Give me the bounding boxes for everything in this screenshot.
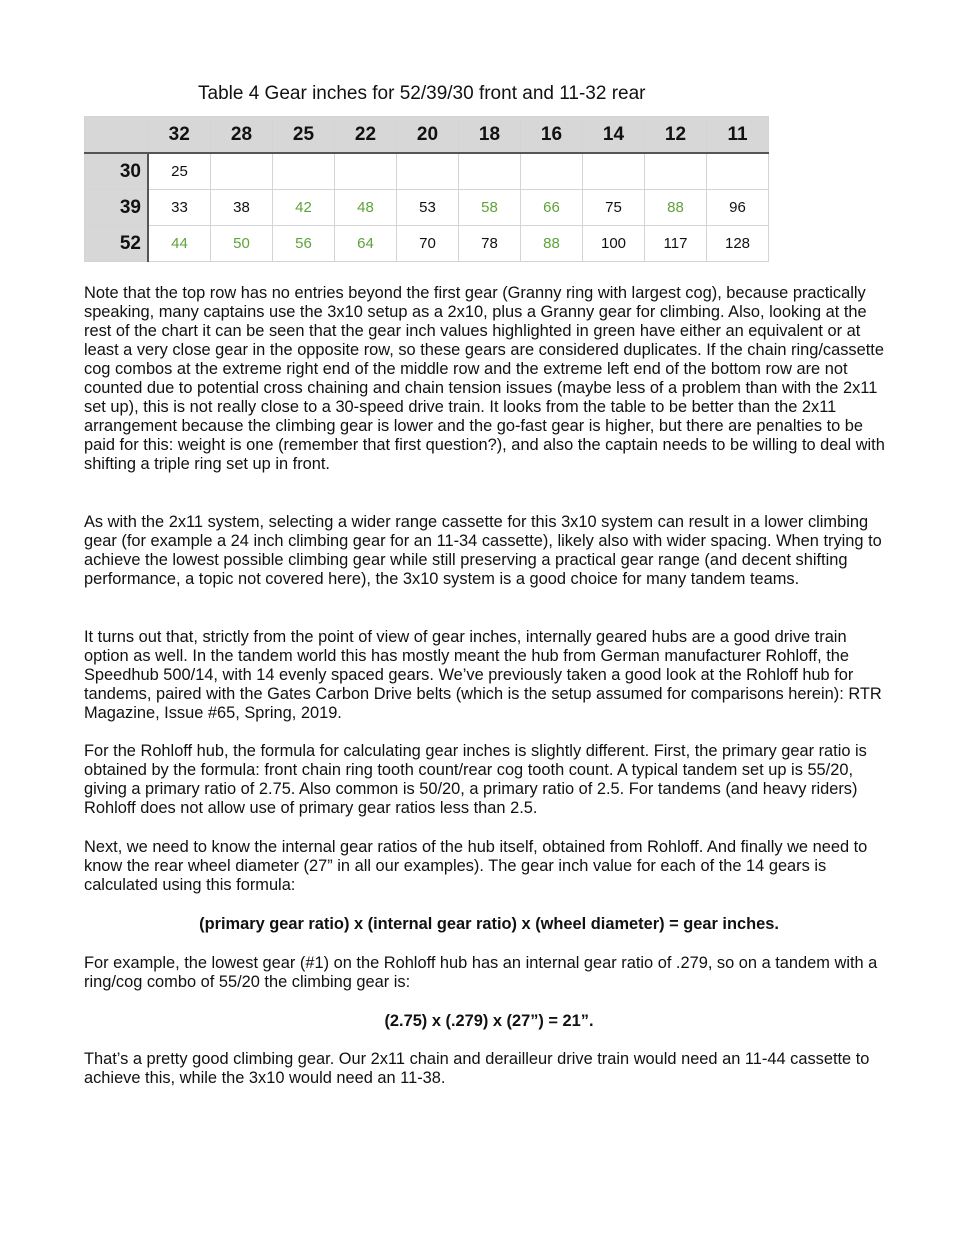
paragraph-gear-ratios: Next, we need to know the internal gear ratios of the hub itself, obtained from Rohloff. And finally we need to know the rear wheel diameter (27” in all our examples). The gear inch value for each of the 14 gears is calculated using this formula: <box>84 838 868 894</box>
gear-inch-cell: 42 <box>273 190 335 226</box>
column-header: 18 <box>459 117 521 154</box>
row-header: 39 <box>85 190 149 226</box>
gear-inch-cell: 53 <box>397 190 459 226</box>
table-header-row <box>85 117 769 154</box>
gear-inch-cell <box>645 153 707 190</box>
gear-inch-cell <box>335 153 397 190</box>
table-row <box>85 153 769 190</box>
gear-inch-cell: 33 <box>148 190 211 226</box>
gear-inch-cell <box>397 153 459 190</box>
column-header: 32 <box>148 117 211 154</box>
column-header: 12 <box>645 117 707 154</box>
column-header: 20 <box>397 117 459 154</box>
column-header: 22 <box>335 117 397 154</box>
paragraph-cross-chaining: Note that the top row has no entries beyond the first gear (Granny ring with largest cog), because practically speaking, many captains use the 3x10 setup as a 2x10, plus a Granny gear for climbing. Also, looking at the rest of the chart it can be seen that the gear inch values highlighted in green have either an equivalent or at least a very close gear in the opposite row, so these gears are considered duplicates. If the chain ring/cassette cog combos at the extreme right end of the middle row and the extreme left end of the bottom row are not counted due to potential cross chaining and chain tension issues (maybe less of a problem than with the 2x11 set up), this is not really close to a 30-speed drive train. It looks from the table to be better than the 2x11 arrangement because the climbing gear is lower and the go-fast gear is higher, but there are penalties to be paid for this: weight is one (remember that first question?), and also the captain needs to be willing to deal with shifting a triple ring set up in front. <box>84 284 885 473</box>
gear-inch-cell: 50 <box>211 226 273 262</box>
gear-inch-cell <box>459 153 521 190</box>
paragraph-wider-cassette: As with the 2x11 system, selecting a wider range cassette for this 3x10 system can result in a lower climbing gear (for example a 24 inch climbing gear for an 11-34 cassette), likely also with wider spacing. When trying to achieve the lowest possible climbing gear while still preserving a practical gear range (and decent shifting performance, a topic not covered here), the 3x10 system is a good choice for many tandem teams. <box>84 513 882 588</box>
gear-inch-cell: 25 <box>148 153 211 190</box>
paragraph-internal-hubs: It turns out that, strictly from the point of view of gear inches, internally geared hubs are a good drive train option as well. In the tandem world this has mostly meant the hub from German manufacturer Rohloff, the Speedhub 500/14, with 14 evenly spaced gears. We’ve previously taken a good look at the Rohloff hub for tandems, paired with the Gates Carbon Drive belts (which is the setup assumed for comparisons herein): RTR Magazine, Issue #65, Spring, 2019. <box>84 628 882 722</box>
column-header: 11 <box>707 117 769 154</box>
gear-inch-cell: 96 <box>707 190 769 226</box>
gear-inch-cell: 88 <box>521 226 583 262</box>
column-header: 14 <box>583 117 645 154</box>
gear-inch-cell: 75 <box>583 190 645 226</box>
gear-inch-cell <box>211 153 273 190</box>
paragraph-conclusion: That’s a pretty good climbing gear. Our 2x11 chain and derailleur drive train would need an 11-44 cassette to achieve this, while the 3x10 would need an 11-38. <box>84 1050 870 1087</box>
gear-inch-cell: 56 <box>273 226 335 262</box>
gear-inch-cell <box>273 153 335 190</box>
gear-inch-cell: 44 <box>148 226 211 262</box>
gear-inch-cell: 88 <box>645 190 707 226</box>
gear-inch-cell <box>521 153 583 190</box>
gear-inch-cell <box>583 153 645 190</box>
gear-inches-table <box>84 116 769 262</box>
gear-inch-cell: 66 <box>521 190 583 226</box>
formula-example: (2.75) x (.279) x (27”) = 21”. <box>384 1012 594 1030</box>
gear-inch-cell: 117 <box>645 226 707 262</box>
gear-inch-cell: 64 <box>335 226 397 262</box>
gear-inch-cell: 100 <box>583 226 645 262</box>
table-row <box>85 226 769 262</box>
gear-inch-cell: 48 <box>335 190 397 226</box>
paragraph-rohloff-formula: For the Rohloff hub, the formula for calculating gear inches is slightly different. First, the primary gear ratio is obtained by the formula: front chain ring tooth count/rear cog tooth count. A typical tandem set up is 55/20, giving a primary ratio of 2.75. Also common is 50/20, a primary ratio of 2.5. For tandems (and heavy riders) Rohloff does not allow use of primary gear ratios less than 2.5. <box>84 742 867 817</box>
gear-inch-cell: 70 <box>397 226 459 262</box>
gear-inch-cell: 128 <box>707 226 769 262</box>
paragraph-example: For example, the lowest gear (#1) on the Rohloff hub has an internal gear ratio of .279, so on a tandem with a ring/cog combo of 55/20 the climbing gear is: <box>84 954 878 991</box>
table-title: Table 4 Gear inches for 52/39/30 front and 11-32 rear <box>198 83 646 104</box>
column-header: 28 <box>211 117 273 154</box>
row-header: 30 <box>85 153 149 190</box>
gear-inch-cell: 78 <box>459 226 521 262</box>
formula-gear-inches: (primary gear ratio) x (internal gear ratio) x (wheel diameter) = gear inches. <box>199 915 779 933</box>
column-header: 16 <box>521 117 583 154</box>
column-header: 25 <box>273 117 335 154</box>
gear-inch-cell <box>707 153 769 190</box>
gear-inch-cell: 58 <box>459 190 521 226</box>
row-header: 52 <box>85 226 149 262</box>
gear-inch-cell: 38 <box>211 190 273 226</box>
table-corner-cell <box>85 117 149 154</box>
table-row <box>85 190 769 226</box>
